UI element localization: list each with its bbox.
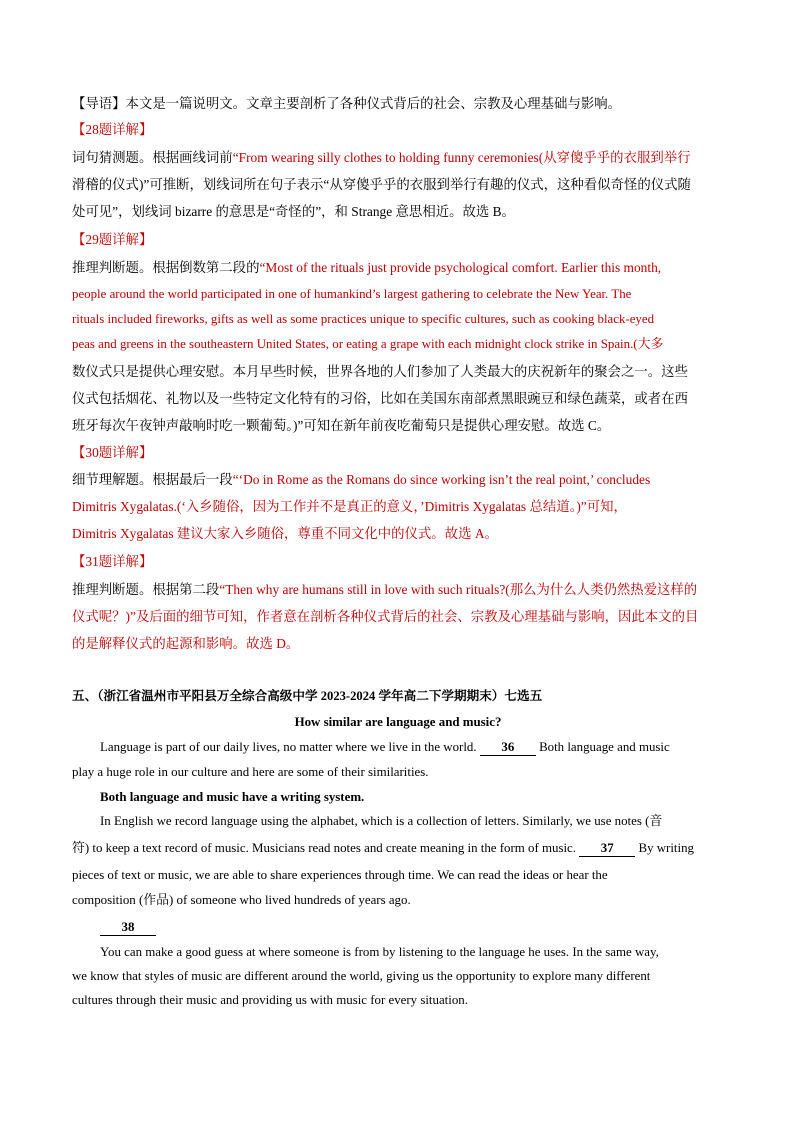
answer-29-line-4: peas and greens in the southeastern United States, or eating a grape with each midnight clock strike in Spain.(大多 [72,337,664,351]
blank-38-line [100,917,156,937]
para2-line-3: pieces of text or music, we are able to share experiences through time. We can read the ideas or hear the [72,868,608,882]
answer-28-line-2: 滑稽的仪式)”可推断，划线词所在句子表示“从穿傻乎乎的衣服到举行有趣的仪式，这种看似奇怪的仪式随 [72,177,691,192]
heading-q28: 【28题详解】 [72,122,153,137]
heading-q29: 【29题详解】 [72,232,153,247]
answer-29-line-7: 班牙每次午夜钟声敲响时吃一颗葡萄。)”可知在新年前夜吃葡萄只是提供心理安慰。故选 C。 [72,418,611,433]
para1-line-2: play a huge role in our culture and here are some of their similarities. [72,765,429,779]
answer-28-line-3: 处可见”，划线词 bizarre 的意思是“奇怪的”，和 Strange 意思相近。故选 B。 [72,204,515,219]
answer-29-line-6: 仪式包括烟花、礼物以及一些特定文化特有的习俗，比如在美国东南部煮黑眼豌豆和绿色蔬菜，或者在西 [72,391,688,406]
answer-31-line-3: 的是解释仪式的起源和影响。故选 D。 [72,636,300,651]
para3-line-1: You can make a good guess at where someone is from by listening to the language he uses. In the same way, [100,945,659,959]
blank-37[interactable]: 37 [579,840,635,857]
answer-30-line-3: Dimitris Xygalatas 建议大家入乡随俗，尊重不同文化中的仪式。故选 A。 [72,526,498,541]
para2-line-2: 符) to keep a text record of music. Musicians read notes and create meaning in the form of music. 37 By writing [72,841,694,855]
section-heading: 五、（浙江省温州市平阳县万全综合高级中学 2023-2024 学年高二下学期期末）七选五 [72,689,543,703]
answer-28-line-1: 词句猜测题。根据画线词前“From wearing silly clothes to holding funny ceremonies(从穿傻乎乎的衣服到举行 [72,150,691,165]
heading-q30: 【30题详解】 [72,445,153,460]
answer-29-line-3: rituals included fireworks, gifts as well as some practices unique to specific cultures, such as cooking black-eyed [72,312,655,326]
guide-line: 【导语】本文是一篇说明文。文章主要剖析了各种仪式背后的社会、宗教及心理基础与影响。 [72,96,622,111]
answer-29-line-1: 推理判断题。根据倒数第二段的“Most of the rituals just provide psychological comfort. Earlier this month, [72,260,662,275]
answer-30-line-1: 细节理解题。根据最后一段“‘Do in Rome as the Romans do since working isn’t the real point,’ concludes [72,472,651,487]
passage-title: How similar are language and music? [294,715,502,729]
answer-30-line-2: Dimitris Xygalatas.(‘入乡随俗，因为工作并不是真正的意义，’Dimitris Xygalatas 总结道。)”可知， [72,499,627,514]
answer-29-line-2: people around the world participated in one of humankind’s largest gathering to celebrate the New Year. The [72,287,632,301]
heading-q31: 【31题详解】 [72,554,153,569]
para2-line-4: composition (作品) of someone who lived hundreds of years ago. [72,893,411,907]
blank-38[interactable]: 38 [100,919,156,936]
answer-29-line-5: 数仪式只是提供心理安慰。本月早些时候，世界各地的人们参加了人类最大的庆祝新年的聚会之一。这些 [72,364,688,379]
answer-31-line-1: 推理判断题。根据第二段“Then why are humans still in love with such rituals?(那么为什么人类仍然热爱这样的 [72,582,698,597]
answer-31-line-2: 仪式呢？)”及后面的细节可知，作者意在剖析各种仪式背后的社会、宗教及心理基础与影响，因此本文的目 [72,609,699,624]
para1-line-1: Language is part of our daily lives, no matter where we live in the world. 36 Both language and music [100,740,670,754]
para3-line-3: cultures through their music and providing us with music for every situation. [72,993,468,1007]
blank-36[interactable]: 36 [480,739,536,756]
para3-line-2: we know that styles of music are different around the world, giving us the opportunity to explore many different [72,969,651,983]
para2-line-1: In English we record language using the alphabet, which is a collection of letters. Similarly, we use notes (音 [100,814,663,828]
subheading-writing-system: Both language and music have a writing system. [100,790,365,804]
